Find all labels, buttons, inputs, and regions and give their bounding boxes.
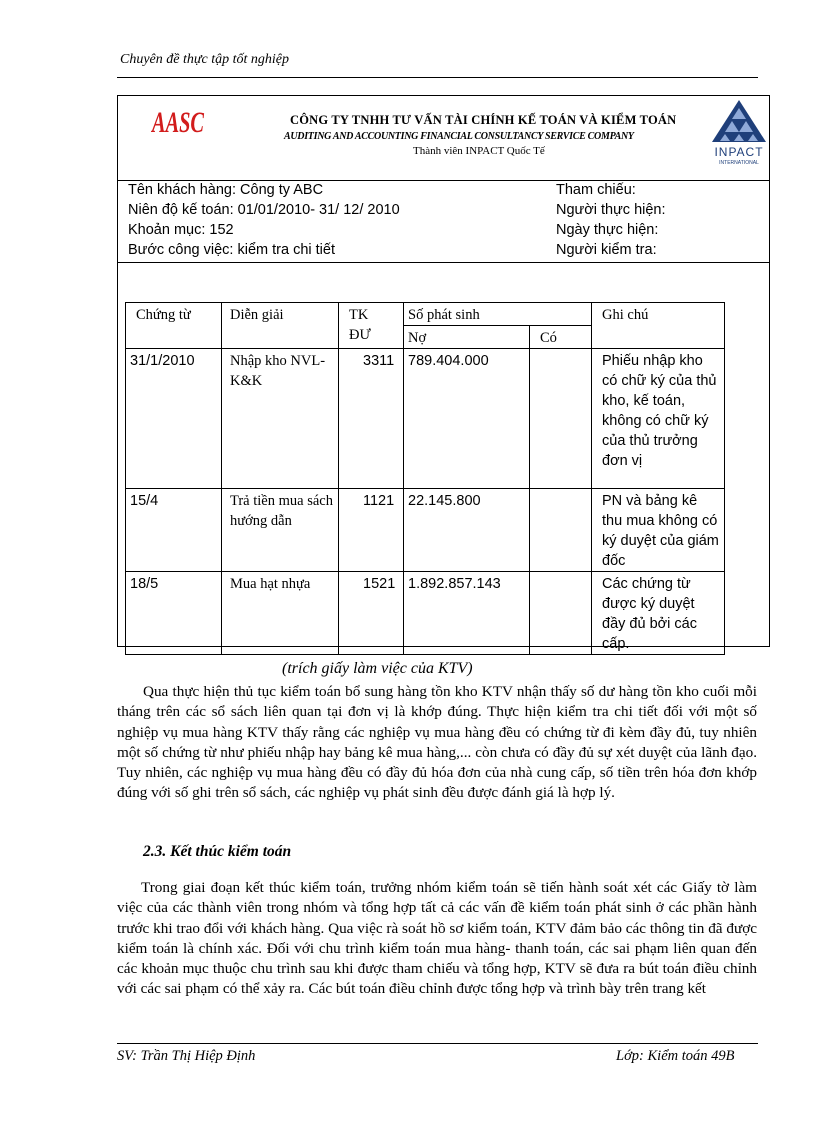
header-rule [117, 77, 758, 78]
cell-credit [530, 349, 592, 489]
header-debit: Nợ [404, 326, 530, 349]
svg-text:INPACT: INPACT [714, 145, 764, 159]
cell-note: Các chứng từ được ký duyệt đầy đủ bởi các cấp. [592, 572, 725, 655]
reference-label: Tham chiếu: [556, 182, 636, 198]
performed-date-label: Ngày thực hiện: [556, 222, 659, 238]
client-name: Tên khách hàng: Công ty ABC [128, 182, 324, 198]
cell-credit [530, 572, 592, 655]
section-heading: 2.3. Kết thúc kiểm toán [143, 843, 292, 860]
cell-debit: 22.145.800 [404, 489, 530, 572]
account-item: Khoản mục: 152 [128, 222, 234, 238]
info-divider [117, 262, 770, 263]
page-header: Chuyên đề thực tập tốt nghiệp [120, 52, 289, 67]
cell-account: 1121 [339, 489, 404, 572]
company-logo-icon [150, 100, 206, 144]
cell-voucher: 31/1/2010 [126, 349, 222, 489]
table-row [126, 572, 725, 655]
company-name: CÔNG TY TNHH TƯ VẤN TÀI CHÍNH KẾ TOÁN VÀ KIỂM TOÁN [290, 113, 677, 127]
company-divider [117, 180, 770, 181]
footer-student: SV: Trần Thị Hiệp Định [117, 1048, 256, 1064]
cell-note: PN và bảng kê thu mua không có ký duyệt của giám đốc [592, 489, 725, 572]
svg-text:INTERNATIONAL: INTERNATIONAL [719, 160, 759, 166]
cell-credit [530, 489, 592, 572]
header-note: Ghi chú [592, 303, 725, 349]
cell-voucher: 18/5 [126, 572, 222, 655]
footer-rule [117, 1043, 758, 1044]
company-member: Thành viên INPACT Quốc Tế [413, 145, 545, 157]
cell-account: 3311 [339, 349, 404, 489]
audit-detail-table [125, 302, 725, 655]
reviewer-label: Người kiểm tra: [556, 242, 657, 258]
cell-debit: 1.892.857.143 [404, 572, 530, 655]
cell-description: Mua hạt nhựa [222, 572, 339, 655]
svg-text:AASC: AASC [150, 106, 205, 139]
performer-label: Người thực hiện: [556, 202, 666, 218]
header-description: Diễn giải [222, 303, 339, 349]
footer-class: Lớp: Kiểm toán 49B [616, 1048, 735, 1064]
work-step: Bước công việc: kiểm tra chi tiết [128, 242, 335, 258]
inpact-logo-icon [708, 98, 770, 174]
header-voucher: Chứng từ [126, 303, 222, 349]
cell-description: Nhập kho NVL- K&K [222, 349, 339, 489]
cell-note: Phiếu nhập kho có chữ ký của thủ kho, kế toán, không có chữ ký của thủ trưởng đơn vị [592, 349, 725, 489]
header-amount: Số phát sinh [404, 303, 592, 326]
cell-description: Trả tiền mua sách hướng dẫn [222, 489, 339, 572]
cell-debit: 789.404.000 [404, 349, 530, 489]
table-row [126, 489, 725, 572]
header-account: TK ĐƯ [339, 303, 404, 349]
table-header-row [126, 303, 725, 326]
company-name-en: AUDITING AND ACCOUNTING FINANCIAL CONSULTANCY SERVICE COMPANY [284, 131, 634, 142]
fiscal-period: Niên độ kế toán: 01/01/2010- 31/ 12/ 2010 [128, 202, 400, 218]
table-caption: (trích giấy làm việc của KTV) [282, 660, 473, 677]
cell-voucher: 15/4 [126, 489, 222, 572]
paragraph-1: Qua thực hiện thủ tục kiểm toán bổ sung hàng tồn kho KTV nhận thấy số dư hàng tồn kho cuối mỗi tháng trên các sổ sách liên quan tại đơn vị là khớp đúng. Thực hiện kiểm tra chi tiết đối với một số nghiệp vụ mua hàng KTV thấy rằng các nghiệp vụ mua hàng đều có chứng từ đi kèm đầy đủ, tuy nhiên một số chứng từ như phiếu nhập hay bảng kê mua hàng,... còn chưa có đầy đủ sự xét duyệt của lãnh đạo. Tuy nhiên, các nghiệp vụ mua hàng đều có đầy đủ hóa đơn của nhà cung cấp, số tiền trên hóa đơn khớp đúng với số ghi trên sổ sách, các nghiệp vụ phát sinh đều được đánh giá là hợp lý. [117, 683, 757, 802]
header-credit: Có [530, 326, 592, 349]
table-row [126, 349, 725, 489]
cell-account: 1521 [339, 572, 404, 655]
paragraph-2: Trong giai đoạn kết thúc kiểm toán, trưởng nhóm kiểm toán sẽ tiến hành soát xét các Giấy tờ làm việc của các thành viên trong nhóm và tổng hợp tất cả các vấn đề kiểm toán phát sinh ở các phần hành trước khi trao đổi với khách hàng. Qua việc rà soát hồ sơ kiểm toán, KTV đảm bảo các thông tin đã được kiểm toán là chính xác. Đối với chu trình kiểm toán mua hàng- thanh toán, các sai phạm liên quan đến các khoản mục thuộc chu trình sau khi được tham chiếu và tổng hợp, KTV sẽ đưa ra bút toán điều chỉnh với các sai phạm có thể xảy ra. Các bút toán điều chỉnh được tổng hợp và trình bày trên trang kết [117, 879, 757, 998]
